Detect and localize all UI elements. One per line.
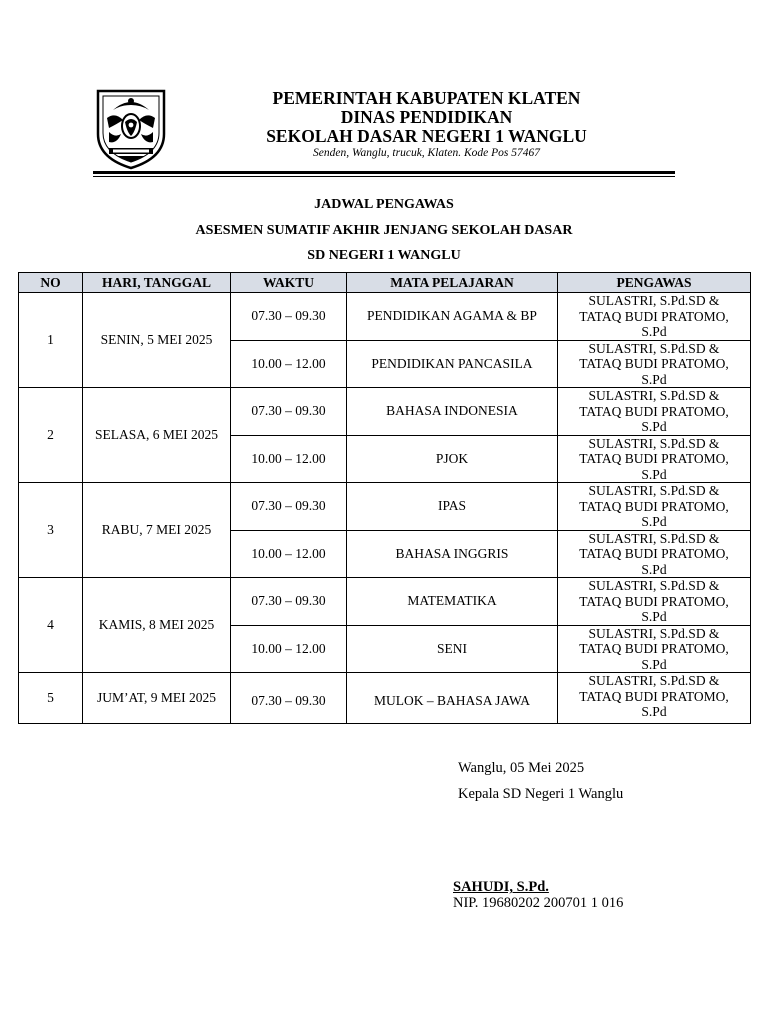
letterhead-rule-thick bbox=[93, 171, 675, 174]
cell-time: 10.00 – 12.00 bbox=[231, 625, 347, 673]
cell-subject: PJOK bbox=[347, 435, 558, 483]
cell-time: 07.30 – 09.30 bbox=[231, 293, 347, 341]
header-supervisor: PENGAWAS bbox=[558, 273, 751, 293]
signatory-nip: NIP. 19680202 200701 1 016 bbox=[453, 895, 624, 911]
cell-supervisor bbox=[558, 388, 751, 436]
cell-supervisor bbox=[558, 293, 751, 341]
supervisor-line: SULASTRI, S.Pd.SD & bbox=[588, 340, 720, 356]
signature-position: Kepala SD Negeri 1 Wanglu bbox=[458, 786, 624, 802]
supervisor-line: S.Pd bbox=[641, 656, 667, 672]
supervisor-line: TATAQ BUDI PRATOMO, bbox=[579, 403, 729, 419]
letterhead-line-2: DINAS PENDIDIKAN bbox=[340, 107, 513, 127]
cell-time: 07.30 – 09.30 bbox=[231, 673, 347, 724]
cell-subject: BAHASA INGGRIS bbox=[347, 530, 558, 578]
supervisor-line: TATAQ BUDI PRATOMO, bbox=[579, 451, 729, 466]
supervisor-line: TATAQ BUDI PRATOMO, bbox=[579, 593, 729, 609]
supervisor-line: S.Pd bbox=[641, 466, 667, 482]
cell-time: 07.30 – 09.30 bbox=[231, 578, 347, 626]
supervisor-schedule-table bbox=[18, 272, 751, 724]
cell-no: 1 bbox=[19, 293, 83, 388]
letterhead-rule-thin bbox=[93, 176, 675, 177]
cell-supervisor bbox=[558, 530, 751, 578]
cell-no: 2 bbox=[19, 388, 83, 483]
cell-day-date: SENIN, 5 MEI 2025 bbox=[83, 293, 231, 388]
supervisor-line: SULASTRI, S.Pd.SD & bbox=[588, 530, 720, 546]
header-day-date: HARI, TANGGAL bbox=[83, 273, 231, 293]
cell-subject: BAHASA INDONESIA bbox=[347, 388, 558, 436]
supervisor-line: SULASTRI, S.Pd.SD & bbox=[588, 673, 720, 688]
header-subject: MATA PELAJARAN bbox=[347, 273, 558, 293]
supervisor-line: SULASTRI, S.Pd.SD & bbox=[588, 293, 720, 308]
cell-day-date: RABU, 7 MEI 2025 bbox=[83, 483, 231, 578]
table-row bbox=[19, 388, 751, 436]
table-row bbox=[19, 293, 751, 341]
signatory-name: SAHUDI, S.Pd. bbox=[453, 879, 549, 895]
cell-subject: PENDIDIKAN AGAMA & BP bbox=[347, 293, 558, 341]
cell-day-date: SELASA, 6 MEI 2025 bbox=[83, 388, 231, 483]
supervisor-line: TATAQ BUDI PRATOMO, bbox=[579, 356, 729, 371]
supervisor-line: TATAQ BUDI PRATOMO, bbox=[579, 498, 729, 514]
cell-time: 10.00 – 12.00 bbox=[231, 435, 347, 483]
signature-place-date: Wanglu, 05 Mei 2025 bbox=[458, 760, 585, 776]
cell-time: 10.00 – 12.00 bbox=[231, 340, 347, 388]
letterhead-line-1: PEMERINTAH KABUPATEN KLATEN bbox=[272, 88, 581, 108]
klaten-regency-crest-icon bbox=[95, 88, 167, 170]
supervisor-line: S.Pd bbox=[641, 704, 667, 719]
cell-supervisor bbox=[558, 435, 751, 483]
supervisor-line: TATAQ BUDI PRATOMO, bbox=[579, 308, 729, 324]
supervisor-line: SULASTRI, S.Pd.SD & bbox=[588, 388, 720, 403]
supervisor-line: S.Pd bbox=[641, 561, 667, 577]
supervisor-line: TATAQ BUDI PRATOMO, bbox=[579, 688, 729, 704]
cell-subject: MATEMATIKA bbox=[347, 578, 558, 626]
school-name-title: SD NEGERI 1 WANGLU bbox=[307, 248, 461, 263]
supervisor-line: SULASTRI, S.Pd.SD & bbox=[588, 435, 720, 451]
table-header-row bbox=[19, 273, 751, 293]
supervisor-line: TATAQ BUDI PRATOMO, bbox=[579, 546, 729, 561]
cell-day-date: KAMIS, 8 MEI 2025 bbox=[83, 578, 231, 673]
cell-supervisor bbox=[558, 673, 751, 724]
cell-supervisor bbox=[558, 578, 751, 626]
supervisor-line: TATAQ BUDI PRATOMO, bbox=[579, 641, 729, 656]
supervisor-line: SULASTRI, S.Pd.SD & bbox=[588, 483, 720, 498]
cell-time: 07.30 – 09.30 bbox=[231, 483, 347, 531]
cell-subject: MULOK – BAHASA JAWA bbox=[347, 673, 558, 724]
supervisor-line: S.Pd bbox=[641, 609, 667, 624]
cell-subject: SENI bbox=[347, 625, 558, 673]
header-time: WAKTU bbox=[231, 273, 347, 293]
table-row bbox=[19, 483, 751, 531]
table-row bbox=[19, 673, 751, 724]
header-no: NO bbox=[19, 273, 83, 293]
cell-time: 07.30 – 09.30 bbox=[231, 388, 347, 436]
supervisor-line: S.Pd bbox=[641, 324, 667, 339]
cell-supervisor bbox=[558, 625, 751, 673]
supervisor-line: S.Pd bbox=[641, 514, 667, 529]
cell-no: 4 bbox=[19, 578, 83, 673]
supervisor-line: SULASTRI, S.Pd.SD & bbox=[588, 625, 720, 641]
document-title: JADWAL PENGAWAS bbox=[314, 197, 454, 212]
cell-supervisor bbox=[558, 483, 751, 531]
supervisor-line: S.Pd bbox=[641, 371, 667, 387]
cell-no: 5 bbox=[19, 673, 83, 724]
letterhead bbox=[180, 89, 673, 160]
cell-subject: PENDIDIKAN PANCASILA bbox=[347, 340, 558, 388]
letterhead-address: Senden, Wanglu, trucuk, Klaten. Kode Pos 57467 bbox=[313, 147, 540, 159]
cell-supervisor bbox=[558, 340, 751, 388]
supervisor-line: SULASTRI, S.Pd.SD & bbox=[588, 578, 720, 593]
cell-day-date: JUM’AT, 9 MEI 2025 bbox=[83, 673, 231, 724]
letterhead-line-3: SEKOLAH DASAR NEGERI 1 WANGLU bbox=[266, 126, 587, 146]
cell-subject: IPAS bbox=[347, 483, 558, 531]
cell-time: 10.00 – 12.00 bbox=[231, 530, 347, 578]
cell-no: 3 bbox=[19, 483, 83, 578]
supervisor-line: S.Pd bbox=[641, 419, 667, 434]
table-row bbox=[19, 578, 751, 626]
document-subtitle: ASESMEN SUMATIF AKHIR JENJANG SEKOLAH DASAR bbox=[195, 223, 573, 238]
